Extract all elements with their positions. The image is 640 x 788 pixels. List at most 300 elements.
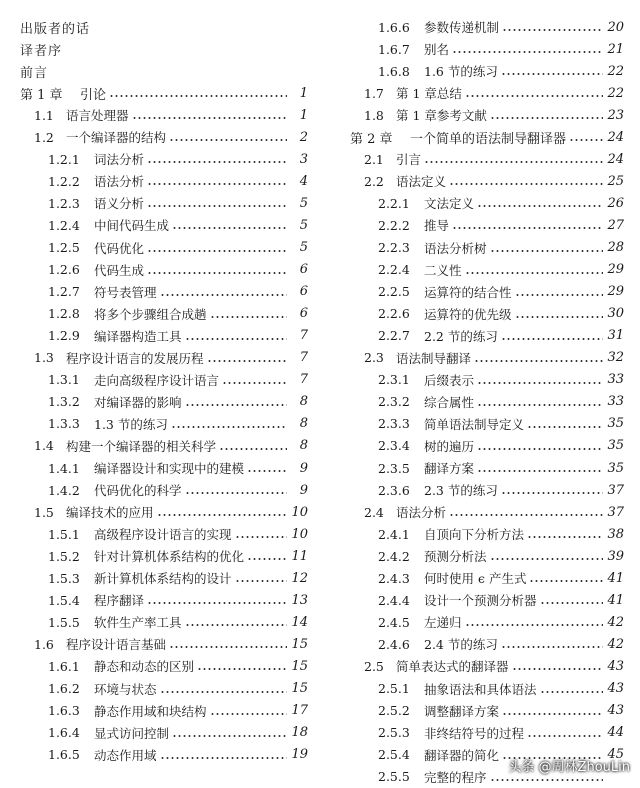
toc-entry-title: 针对计算机体系结构的优化 — [94, 549, 245, 565]
toc-entry — [48, 170, 308, 192]
toc-entry-page: 22 — [607, 63, 624, 79]
toc-entry — [378, 16, 624, 38]
toc-entry — [48, 325, 308, 347]
toc-entry-title: 出版者的话 — [20, 21, 91, 37]
toc-entry-title: 简单语法制导定义 — [424, 416, 525, 432]
toc-entry-number: 2.5.2 — [378, 703, 410, 719]
toc-entry-page: 7 — [299, 350, 308, 366]
toc-leader-dots — [527, 734, 603, 738]
toc-entry-title: 运算符的优先级 — [424, 306, 512, 322]
toc-entry-title: 树的遍历 — [424, 438, 475, 454]
toc-entry-page: 7 — [299, 372, 308, 388]
toc-entry-title: 静态和动态的区别 — [94, 659, 195, 675]
toc-leader-dots — [465, 94, 603, 98]
toc-entry-title: 程序翻译 — [94, 593, 145, 609]
toc-entry-page: 25 — [607, 173, 624, 189]
toc-entry-page: 5 — [299, 217, 308, 233]
toc-entry-number: 2.3.6 — [378, 482, 410, 498]
toc-leader-dots — [540, 601, 603, 605]
toc-entry-title: 构建一个编译器的相关科学 — [66, 438, 217, 454]
toc-leader-dots — [490, 557, 603, 561]
toc-entry-number: 2.4.4 — [378, 592, 410, 608]
toc-entry-page: 43 — [607, 681, 624, 696]
toc-entry-title: 语法定义 — [396, 174, 447, 190]
toc-leader-dots — [132, 116, 287, 120]
toc-entry-title: 设计一个预测分析器 — [424, 593, 537, 609]
toc-entry-number: 2.4.6 — [378, 636, 410, 652]
toc-entry-page: 21 — [607, 41, 624, 57]
toc-entry-title: 走向高级程序设计语言 — [94, 372, 220, 388]
toc-entry-page: 8 — [299, 416, 308, 432]
toc-entry-number: 1.2.6 — [48, 262, 80, 278]
toc-leader-dots — [512, 667, 603, 671]
toc-entry-number: 1.3.2 — [48, 394, 80, 410]
toc-entry-title: 1.6 节的练习 — [424, 64, 498, 80]
toc-entry-number: 1.4 — [34, 438, 54, 454]
toc-entry-number: 1.1 — [34, 107, 54, 123]
toc-entry-number: 2.2.3 — [378, 240, 410, 255]
toc-entry — [48, 259, 308, 281]
toc-entry — [48, 678, 308, 700]
toc-entry-title: 一个编译器的结构 — [66, 130, 167, 146]
toc-entry-page: 42 — [607, 636, 624, 652]
toc-entry-number: 1.5.1 — [48, 526, 80, 542]
toutiao-logo-icon — [486, 757, 504, 775]
toc-entry-page: 23 — [607, 107, 624, 123]
toc-entry — [378, 281, 624, 303]
toc-entry-title: 一个简单的语法制导翻译器 — [410, 131, 567, 147]
toc-entry — [48, 237, 308, 259]
toc-entry-title: 2.4 节的练习 — [424, 637, 498, 653]
toc-entry-title: 第 1 章参考文献 — [396, 108, 487, 124]
toc-entry-number: 1.6.3 — [48, 703, 80, 719]
toc-entry-title: 编译技术的应用 — [66, 505, 154, 521]
toc-entry-number: 1.6.8 — [378, 63, 410, 79]
toc-entry-number: 第 2 章 — [350, 131, 393, 147]
toc-leader-dots — [474, 359, 603, 363]
toc-leader-dots — [247, 557, 287, 561]
toc-entry-number: 2.5.5 — [378, 769, 410, 785]
toc-entry-title: 引言 — [396, 152, 422, 168]
toc-entry-number: 2.3.3 — [378, 416, 410, 432]
toc-entry-title: 符号表管理 — [94, 284, 157, 300]
toc-leader-dots — [477, 204, 603, 208]
toc-entry — [48, 281, 308, 303]
toc-entry-title: 非终结符号的过程 — [424, 725, 525, 741]
toc-entry-title: 语言处理器 — [66, 108, 129, 124]
toc-leader-dots — [169, 138, 287, 142]
toc-leader-dots — [235, 579, 287, 583]
toc-leader-dots — [501, 72, 603, 76]
toc-entry — [378, 60, 624, 82]
toc-leader-dots — [527, 535, 603, 539]
toc-entry — [378, 523, 624, 545]
toc-entry — [20, 60, 308, 82]
toc-entry-page: 17 — [291, 703, 308, 719]
toc-entry-number: 1.3.1 — [48, 372, 80, 388]
toc-entry — [378, 567, 624, 589]
toc-entry-title: 翻译方案 — [424, 461, 475, 476]
toc-leader-dots — [160, 756, 287, 760]
toc-entry — [378, 413, 624, 435]
toc-leader-dots — [147, 601, 287, 605]
toc-entry-title: 语法分析 — [396, 505, 447, 521]
toc-leader-dots — [501, 645, 603, 649]
toc-entry-title: 2.2 节的练习 — [424, 328, 498, 344]
toc-entry-number: 1.4.1 — [48, 460, 80, 476]
toc-entry — [20, 82, 308, 104]
toc-entry-number: 1.5.4 — [48, 592, 80, 608]
toc-entry — [350, 126, 624, 148]
toc-entry-title: 完整的程序 — [424, 769, 487, 785]
toc-entry-title: 抽象语法和具体语法 — [424, 681, 537, 697]
toc-entry-title: 语法分析 — [94, 174, 145, 190]
toc-entry-page: 9 — [299, 482, 308, 498]
toc-entry-page: 27 — [607, 217, 624, 233]
toc-entry-number: 2.3.4 — [378, 438, 410, 454]
toc-entry-title: 高级程序设计语言的实现 — [94, 527, 232, 543]
toc-entry — [378, 38, 624, 60]
toc-entry-number: 2.5.3 — [378, 725, 410, 741]
toc-entry-number: 1.4.2 — [48, 482, 80, 498]
toc-entry-number: 1.2 — [34, 129, 54, 145]
toc-entry-page: 5 — [299, 240, 308, 255]
toc-leader-dots — [515, 293, 603, 297]
toc-leader-dots — [515, 315, 603, 319]
toc-entry-page: 15 — [291, 636, 308, 652]
toc-entry — [378, 237, 624, 259]
toc-entry-number: 1.2.5 — [48, 240, 80, 255]
toc-entry-title: 静态作用域和块结构 — [94, 703, 207, 719]
toc-entry — [378, 391, 624, 413]
toc-leader-dots — [449, 182, 603, 186]
toc-entry — [48, 214, 308, 236]
toc-entry-title: 语义分析 — [94, 196, 145, 212]
toc-entry-page: 6 — [299, 262, 308, 278]
toc-entry-title: 软件生产率工具 — [94, 615, 182, 631]
toc-entry-title: 程序设计语言的发展历程 — [66, 350, 204, 366]
toc-leader-dots — [169, 645, 287, 649]
toc-leader-dots — [247, 469, 287, 473]
toc-entry-title: 译者序 — [20, 43, 63, 59]
toc-entry-number: 1.6.4 — [48, 725, 80, 741]
toc-entry — [48, 523, 308, 545]
toc-entry — [34, 126, 308, 148]
toc-entry-number: 2.2.6 — [378, 306, 410, 322]
toc-entry-title: 翻译器的简化 — [424, 747, 500, 763]
toc-entry — [48, 589, 308, 611]
toc-entry-page: 39 — [607, 548, 624, 564]
toc-entry-page: 37 — [607, 482, 624, 498]
toc-entry-title: 左递归 — [424, 615, 462, 631]
toc-leader-dots — [147, 182, 287, 186]
toc-entry-number: 1.5.5 — [48, 614, 80, 630]
toc-entry — [378, 611, 624, 633]
toc-entry-page: 38 — [607, 526, 624, 542]
toc-entry-page: 26 — [607, 195, 624, 211]
toc-leader-dots — [157, 513, 287, 517]
toc-entry — [378, 545, 624, 567]
toc-entry-title: 语法分析树 — [424, 240, 487, 256]
toc-entry — [378, 259, 624, 281]
toc-leader-dots — [477, 403, 603, 407]
toc-entry-title: 简单表达式的翻译器 — [396, 659, 509, 675]
toc-leader-dots — [452, 50, 603, 54]
toc-entry-page: 41 — [607, 570, 624, 586]
toc-leader-dots — [527, 425, 603, 429]
toc-entry-number: 2.4.3 — [378, 570, 410, 586]
toc-entry — [34, 104, 308, 126]
toc-entry-page: 8 — [299, 438, 308, 454]
toc-leader-dots — [501, 491, 603, 495]
toc-entry-title: 代码优化的科学 — [94, 483, 182, 499]
toc-entry-title: 文法定义 — [424, 196, 475, 212]
toc-leader-dots — [529, 579, 603, 583]
toc-entry — [48, 567, 308, 589]
toc-entry-page: 30 — [607, 306, 624, 322]
watermark-text: 头条 @周林ZhouLin — [508, 760, 630, 775]
toc-entry-title: 编译器构造工具 — [94, 328, 182, 344]
toc-leader-dots — [465, 271, 603, 275]
toc-entry-page: 31 — [607, 328, 624, 344]
toc-entry-number: 1.2.2 — [48, 173, 80, 189]
toc-entry-page: 15 — [291, 681, 308, 696]
toc-entry-number: 1.5.2 — [48, 548, 80, 564]
toc-leader-dots — [185, 491, 287, 495]
toc-entry-page: 28 — [607, 240, 624, 255]
toc-leader-dots — [452, 226, 603, 230]
toc-leader-dots — [171, 425, 287, 429]
toc-entry-number: 1.6.5 — [48, 747, 80, 763]
toc-leader-dots — [424, 160, 603, 164]
toc-entry-number: 1.3 — [34, 350, 54, 366]
toc-entry-number: 2.3 — [364, 350, 384, 366]
toc-entry-title: 中间代码生成 — [94, 218, 170, 234]
toc-leader-dots — [147, 249, 287, 253]
toc-entry-title: 新计算机体系结构的设计 — [94, 571, 232, 587]
toc-entry-title: 动态作用域 — [94, 747, 157, 763]
toc-entry-page: 20 — [607, 19, 624, 35]
toc-leader-dots — [477, 447, 603, 451]
toc-entry-page: 8 — [299, 394, 308, 410]
toc-entry-page: 29 — [607, 284, 624, 300]
toc-entry-title: 代码优化 — [94, 240, 145, 256]
toc-entry-title: 何时使用 ϵ 产生式 — [424, 571, 527, 587]
toc-leader-dots — [172, 226, 287, 230]
toc-entry-page: 24 — [607, 129, 624, 145]
toc-entry — [364, 104, 624, 126]
toc-entry-number: 1.2.7 — [48, 284, 80, 300]
toc-entry-number: 2.1 — [364, 151, 384, 167]
toc-entry — [378, 589, 624, 611]
toc-entry-page: 33 — [607, 372, 624, 388]
toc-entry — [364, 170, 624, 192]
toc-entry — [378, 722, 624, 744]
toc-leader-dots — [207, 359, 287, 363]
toc-entry-title: 对编译器的影响 — [94, 394, 182, 410]
toc-leader-dots — [502, 28, 603, 32]
toc-leader-dots — [147, 204, 287, 208]
toc-entry — [364, 347, 624, 369]
toc-entry-title: 二义性 — [424, 262, 462, 278]
toc-entry — [20, 38, 308, 60]
toc-entry-number: 2.2.2 — [378, 217, 410, 233]
toc-entry-page: 1 — [299, 85, 308, 101]
toc-entry-page: 43 — [607, 658, 624, 674]
toc-entry-number: 2.3.1 — [378, 372, 410, 388]
toc-entry — [48, 545, 308, 567]
toc-entry-page: 18 — [291, 725, 308, 741]
toc-entry-number: 1.5 — [34, 504, 54, 520]
toc-entry — [378, 214, 624, 236]
toc-entry-page: 3 — [299, 151, 308, 167]
toc-leader-dots — [477, 469, 603, 473]
toc-leader-dots — [569, 138, 603, 142]
toc-entry-page: 6 — [299, 306, 308, 322]
toc-entry-title: 将多个步骤组合成趟 — [94, 306, 207, 322]
toc-entry — [48, 722, 308, 744]
toc-entry-number: 2.4.1 — [378, 526, 410, 542]
toc-entry-number: 2.3.2 — [378, 394, 410, 410]
toc-leader-dots — [210, 712, 287, 716]
toc-entry-title: 第 1 章总结 — [396, 86, 462, 102]
toc-entry — [48, 303, 308, 325]
toc-entry-title: 词法分析 — [94, 152, 145, 168]
toc-leader-dots — [109, 94, 287, 98]
toc-entry — [364, 82, 624, 104]
toc-entry-number: 1.2.8 — [48, 306, 80, 322]
toc-entry-number: 1.3.3 — [48, 416, 80, 432]
toc-entry — [48, 655, 308, 677]
toc-leader-dots — [540, 690, 603, 694]
toc-entry-page: 19 — [291, 747, 308, 763]
toc-leader-dots — [185, 623, 287, 627]
toc-leader-dots — [147, 160, 287, 164]
toc-entry — [378, 369, 624, 391]
toc-entry-number: 1.2.1 — [48, 151, 80, 167]
toc-entry-page: 37 — [607, 504, 624, 520]
toc-entry-page: 6 — [299, 284, 308, 300]
toc-entry — [364, 501, 624, 523]
toc-entry-page: 12 — [291, 570, 308, 586]
toc-leader-dots — [449, 513, 603, 517]
toc-entry — [48, 369, 308, 391]
toc-entry-page: 32 — [607, 350, 624, 366]
toc-leader-dots — [235, 535, 287, 539]
toc-entry-page: 24 — [607, 151, 624, 167]
toc-entry — [48, 413, 308, 435]
toc-entry-number: 2.2.4 — [378, 262, 410, 278]
toc-entry-page: 1 — [299, 107, 308, 123]
toc-entry-page: 35 — [607, 460, 624, 476]
toc-entry — [48, 148, 308, 170]
toc-entry-number: 第 1 章 — [20, 87, 63, 103]
toc-entry-title: 别名 — [424, 42, 450, 58]
toc-entry — [378, 435, 624, 457]
toc-entry-page: 14 — [291, 614, 308, 630]
toc-entry — [378, 303, 624, 325]
toc-entry-title: 程序设计语言基础 — [66, 637, 167, 653]
toc-entry-number: 1.6.1 — [48, 658, 80, 674]
toc-entry — [378, 700, 624, 722]
toc-entry-title: 语法制导翻译 — [396, 350, 472, 366]
toc-entry-title: 环境与状态 — [94, 681, 157, 697]
toc-entry-number: 2.4 — [364, 504, 384, 520]
toc-entry-page: 42 — [607, 614, 624, 630]
toc-entry-page: 13 — [291, 592, 308, 608]
toc-entry — [364, 655, 624, 677]
toc-entry — [20, 16, 308, 38]
toc-entry — [34, 435, 308, 457]
toc-entry-title: 推导 — [424, 218, 450, 234]
toc-entry-number: 2.2.1 — [378, 195, 410, 211]
toc-entry-page: 29 — [607, 262, 624, 278]
toc-entry — [34, 347, 308, 369]
toc-entry-page: 9 — [299, 460, 308, 476]
toc-entry-title: 综合属性 — [424, 394, 475, 410]
toc-entry — [34, 633, 308, 655]
toc-entry-title: 代码生成 — [94, 262, 145, 278]
toc-entry-page: 43 — [607, 703, 624, 719]
toc-entry-page: 35 — [607, 416, 624, 432]
toc-entry-number: 1.5.3 — [48, 570, 80, 586]
toc-leader-dots — [502, 712, 603, 716]
toc-entry-page: 15 — [291, 658, 308, 674]
toc-leader-dots — [197, 667, 287, 671]
toc-entry-page: 4 — [299, 173, 308, 189]
toc-leader-dots — [160, 690, 287, 694]
toc-entry-number: 1.7 — [364, 85, 384, 101]
toc-entry — [48, 744, 308, 766]
toc-entry-number: 1.6.2 — [48, 681, 80, 696]
toc-leader-dots — [210, 315, 287, 319]
toc-entry-page: 22 — [607, 85, 624, 101]
toc-entry-number: 2.2.5 — [378, 284, 410, 300]
toc-entry-page: 45 — [607, 747, 624, 763]
toc-entry — [378, 192, 624, 214]
toc-entry-number: 1.2.4 — [48, 217, 80, 233]
toc-entry-title: 调整翻译方案 — [424, 703, 500, 719]
toc-entry-page: 7 — [299, 328, 308, 344]
toc-leader-dots — [490, 249, 603, 253]
toc-entry-page: 11 — [291, 548, 308, 564]
toc-entry — [48, 611, 308, 633]
toc-entry-number: 2.5.1 — [378, 681, 410, 696]
watermark — [486, 756, 630, 775]
toc-entry-title: 后缀表示 — [424, 372, 475, 388]
toc-entry — [48, 700, 308, 722]
toc-entry — [378, 633, 624, 655]
toc-entry-title: 运算符的结合性 — [424, 284, 512, 300]
toc-entry — [48, 192, 308, 214]
toc-entry — [378, 479, 624, 501]
toc-leader-dots — [160, 293, 287, 297]
toc-entry-number: 2.5.4 — [378, 747, 410, 763]
toc-entry-page: 5 — [299, 195, 308, 211]
toc-entry — [378, 457, 624, 479]
toc-entry-number: 2.2.7 — [378, 328, 410, 344]
toc-leader-dots — [490, 778, 603, 782]
toc-entry-page: 33 — [607, 394, 624, 410]
toc-entry-page: 10 — [291, 526, 308, 542]
toc-entry-title: 参数传递机制 — [424, 20, 500, 35]
toc-entry-title: 2.3 节的练习 — [424, 483, 498, 499]
toc-entry-number: 2.2 — [364, 173, 384, 189]
toc-entry-page: 35 — [607, 438, 624, 454]
toc-entry-number: 2.4.2 — [378, 548, 410, 564]
toc-entry-number: 1.2.9 — [48, 328, 80, 344]
toc-entry-page: 41 — [607, 592, 624, 608]
